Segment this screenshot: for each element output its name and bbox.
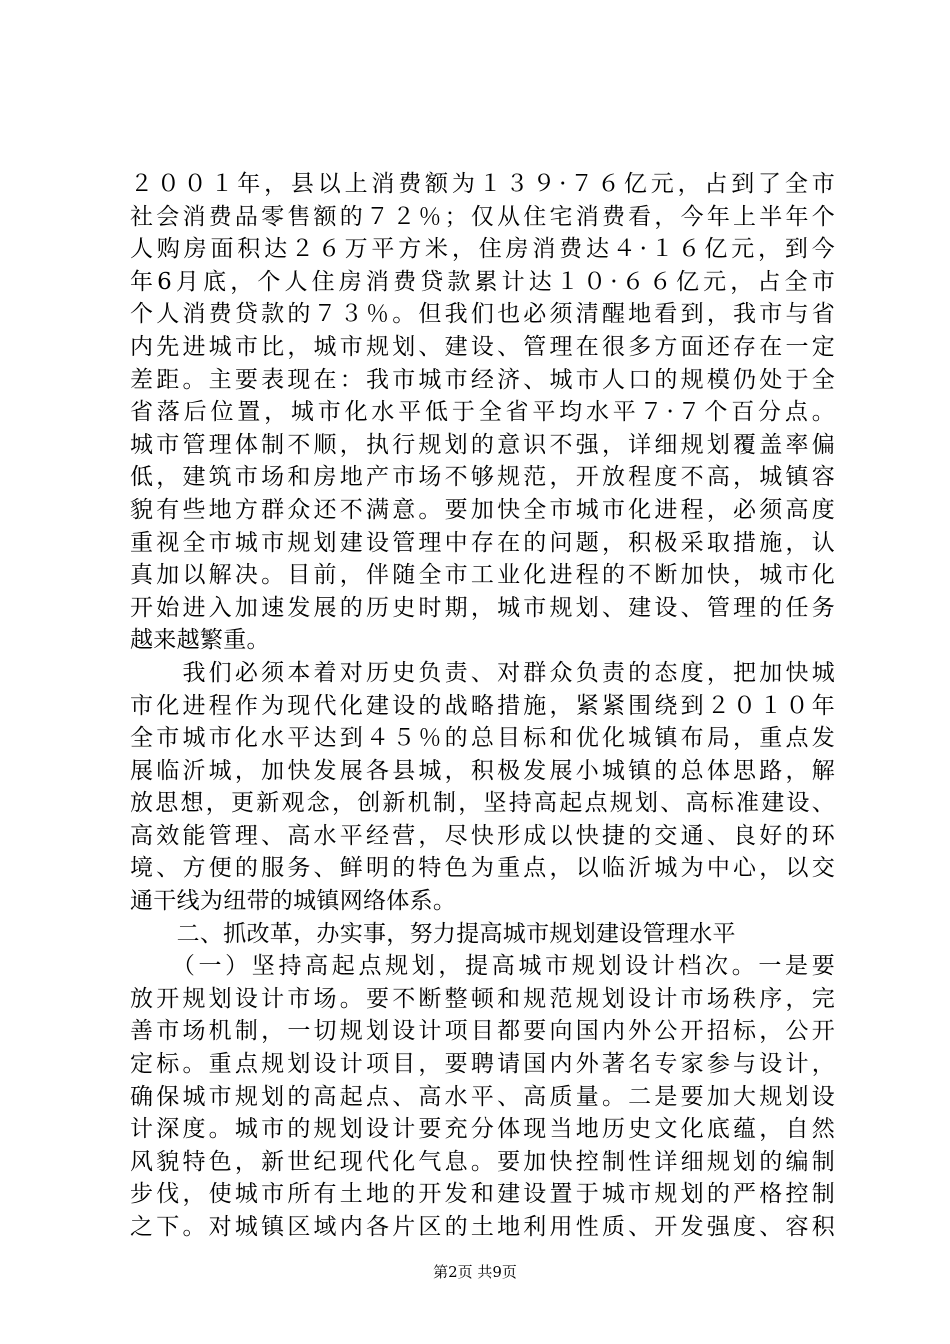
text-line: 貌有些地方群众还不满意。要加快全市城市化进程，必须高度 [130, 496, 835, 523]
text-line: 定标。重点规划设计项目，要聘请国内外著名专家参与设计， [130, 1051, 835, 1078]
text-line: 确保城市规划的高起点、高水平、高质量。二是要加大规划设 [130, 1083, 835, 1110]
text-line: 风貌特色，新世纪现代化气息。要加快控制性详细规划的编制 [130, 1148, 835, 1175]
text-line: 高效能管理、高水平经营，尽快形成以快捷的交通、良好的环 [130, 822, 835, 849]
text-line: 计深度。城市的规划设计要充分体现当地历史文化底蕴，自然 [130, 1116, 835, 1143]
text-line: 步伐，使城市所有土地的开发和建设置于城市规划的严格控制 [130, 1181, 835, 1208]
text-line: 我们必须本着对历史负责、对群众负责的态度，把加快城 [130, 659, 835, 686]
text-line: 个人消费贷款的７３％。但我们也必须清醒地看到，我市与省 [130, 301, 835, 328]
text-line: 内先进城市比，城市规划、建设、管理在很多方面还存在一定 [130, 333, 835, 360]
text-line: 放思想，更新观念，创新机制，坚持高起点规划、高标准建设、 [130, 790, 835, 817]
text-line: 之下。对城镇区域内各片区的土地利用性质、开发强度、容积 [130, 1214, 835, 1240]
text-line: ２００１年，县以上消费额为１３９·７６亿元，占到了全市 [130, 171, 835, 197]
text-line: 通干线为纽带的城镇网络体系。 [130, 888, 457, 915]
text-line: 市化进程作为现代化建设的战略措施，紧紧围绕到２０１０年 [130, 692, 835, 719]
text-line: （一）坚持高起点规划，提高城市规划设计档次。一是要 [130, 953, 835, 980]
text-line: 年6月底，个人住房消费贷款累计达１０·６６亿元，占全市 [130, 268, 835, 295]
text-line: 低，建筑市场和房地产市场不够规范，开放程度不高，城镇容 [130, 464, 835, 491]
text-line: 社会消费品零售额的７２％；仅从住宅消费看，今年上半年个 [130, 203, 835, 230]
text-line: 善市场机制，一切规划设计项目都要向国内外公开招标，公开 [130, 1018, 835, 1045]
text-line: 人购房面积达２６万平方米，住房消费达４·１６亿元，到今 [130, 236, 835, 263]
text-line: 越来越繁重。 [130, 627, 270, 654]
text-line: 开始进入加速发展的历史时期，城市规划、建设、管理的任务 [130, 594, 835, 621]
text-line: 二、抓改革，办实事，努力提高城市规划建设管理水平 [130, 920, 736, 947]
text-line: 放开规划设计市场。要不断整顿和规范规划设计市场秩序，完 [130, 985, 835, 1012]
text-line: 真加以解决。目前，伴随全市工业化进程的不断加快，城市化 [130, 562, 835, 589]
document-body [130, 168, 835, 1244]
text-line: 展临沂城，加快发展各县城，积极发展小城镇的总体思路，解 [130, 757, 835, 784]
text-line: 全市城市化水平达到４５％的总目标和优化城镇布局，重点发 [130, 725, 835, 752]
text-line: 省落后位置，城市化水平低于全省平均水平７·７个百分点。 [130, 399, 835, 426]
text-line: 境、方便的服务、鲜明的特色为重点，以临沂城为中心，以交 [130, 855, 835, 882]
text-line: 城市管理体制不顺，执行规划的意识不强，详细规划覆盖率偏 [130, 431, 835, 458]
page-footer: 第2页 共9页 [433, 1263, 517, 1281]
text-line: 差距。主要表现在：我市城市经济、城市人口的规模仍处于全 [130, 366, 835, 393]
text-line: 重视全市城市规划建设管理中存在的问题，积极采取措施，认 [130, 529, 835, 556]
